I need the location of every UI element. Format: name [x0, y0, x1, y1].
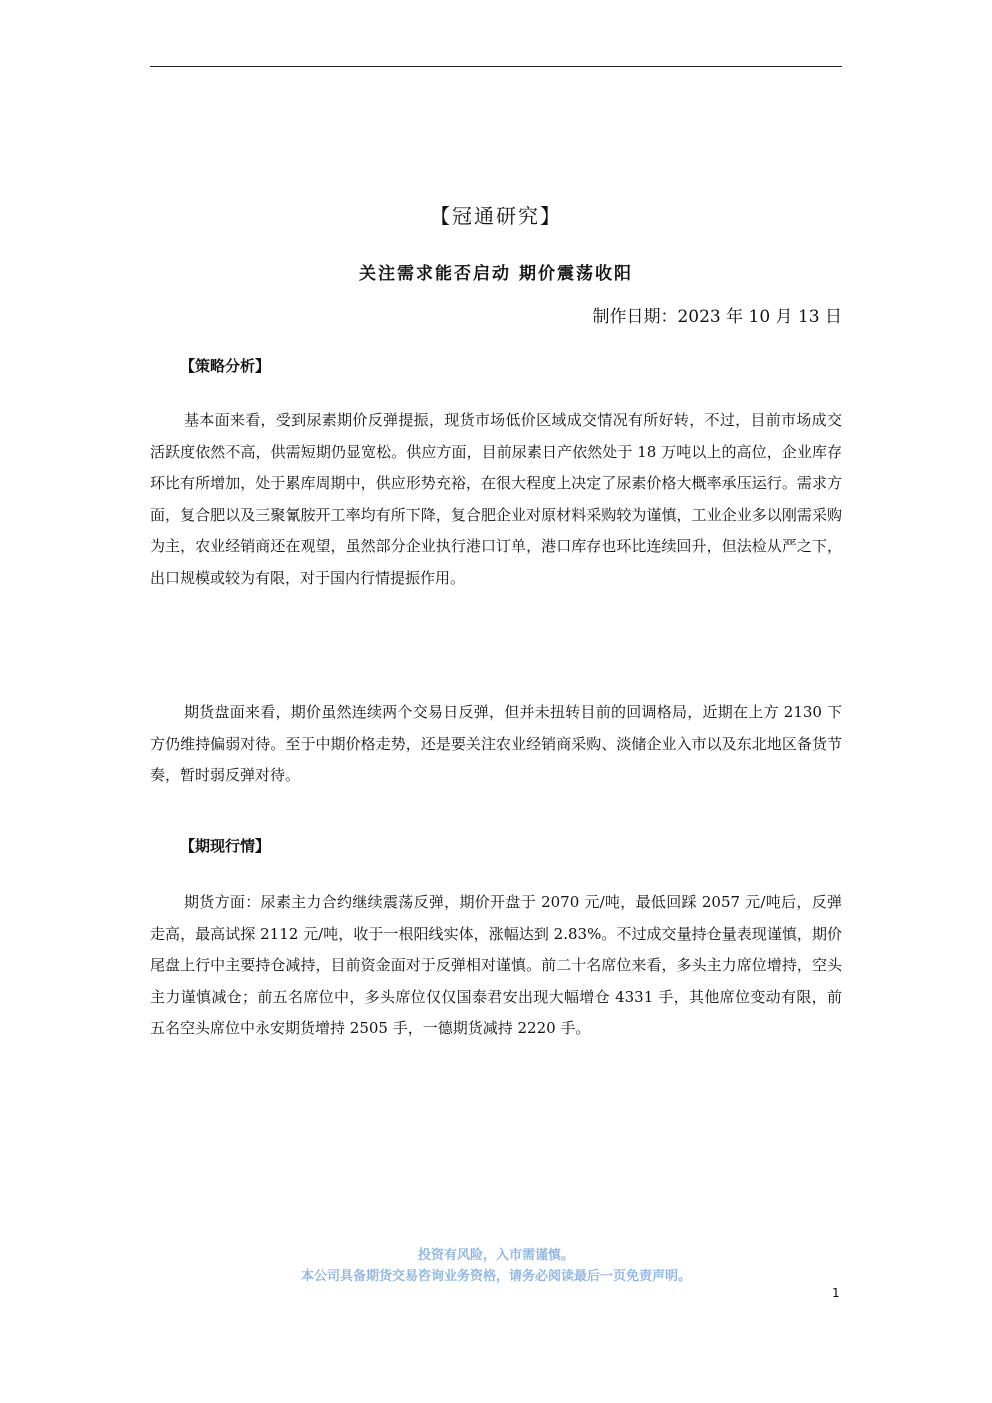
disclaimer-note: 本公司具备期货交易咨询业务资格，请务必阅读最后一页免责声明。: [300, 1269, 691, 1284]
market-paragraph-1: 期货方面：尿素主力合约继续震荡反弹，期价开盘于 2070 元/吨，最低回踩 2057 元/吨后，反弹走高，最高试探 2112 元/吨，收于一根阳线实体，涨幅达到 2.83%。不过成交量持仓量表现谨慎，期价尾盘上行中主要持仓减持，目前资金面对于反弹相对谨慎。前二十名席位来看，多头主力席位增持，空头主力谨慎减仓；前五名席位中，多头席位仅仅国泰君安出现大幅增仓 4331 手，其他席位变动有限，前五名空头席位中永安期货增持 2505 手，一德期货减持 2220 手。: [150, 893, 842, 1037]
report-date: 制作日期：2023 年 10 月 13 日: [592, 307, 842, 327]
brand-heading: 【冠通研究】: [430, 204, 562, 228]
section-heading-market: 【期现行情】: [180, 837, 271, 855]
strategy-paragraph-1: 基本面来看，受到尿素期价反弹提振，现货市场低价区域成交情况有所好转，不过，目前市场成交活跃度依然不高，供需短期仍显宽松。供应方面，目前尿素日产依然处于 18 万吨以上的高位，企业库存环比有所增加，处于累库周期中，供应形势充裕，在很大程度上决定了尿素价格大概率承压运行。需求方面，复合肥以及三聚氰胺开工率均有所下降，复合肥企业对原材料采购较为谨慎，工业企业多以刚需采购为主，农业经销商还在观望，虽然部分企业执行港口订单，港口库存也环比连续回升，但法检从严之下，出口规模或较为有限，对于国内行情提振作用。: [150, 411, 842, 587]
strategy-paragraph-2: 期货盘面来看，期价虽然连续两个交易日反弹，但并未扭转目前的回调格局，近期在上方 2130 下方仍维持偏弱对待。至于中期价格走势，还是要关注农业经销商采购、淡储企业入市以及东北地区备货节奏，暂时弱反弹对待。: [150, 703, 842, 784]
section-heading-strategy: 【策略分析】: [180, 357, 271, 375]
risk-warning: 投资有风险，入市需谨慎。: [417, 1248, 574, 1263]
report-title: 关注需求能否启动 期价震荡收阳: [359, 264, 633, 284]
header-rule: [150, 66, 842, 67]
page-number: 1: [832, 1286, 840, 1300]
